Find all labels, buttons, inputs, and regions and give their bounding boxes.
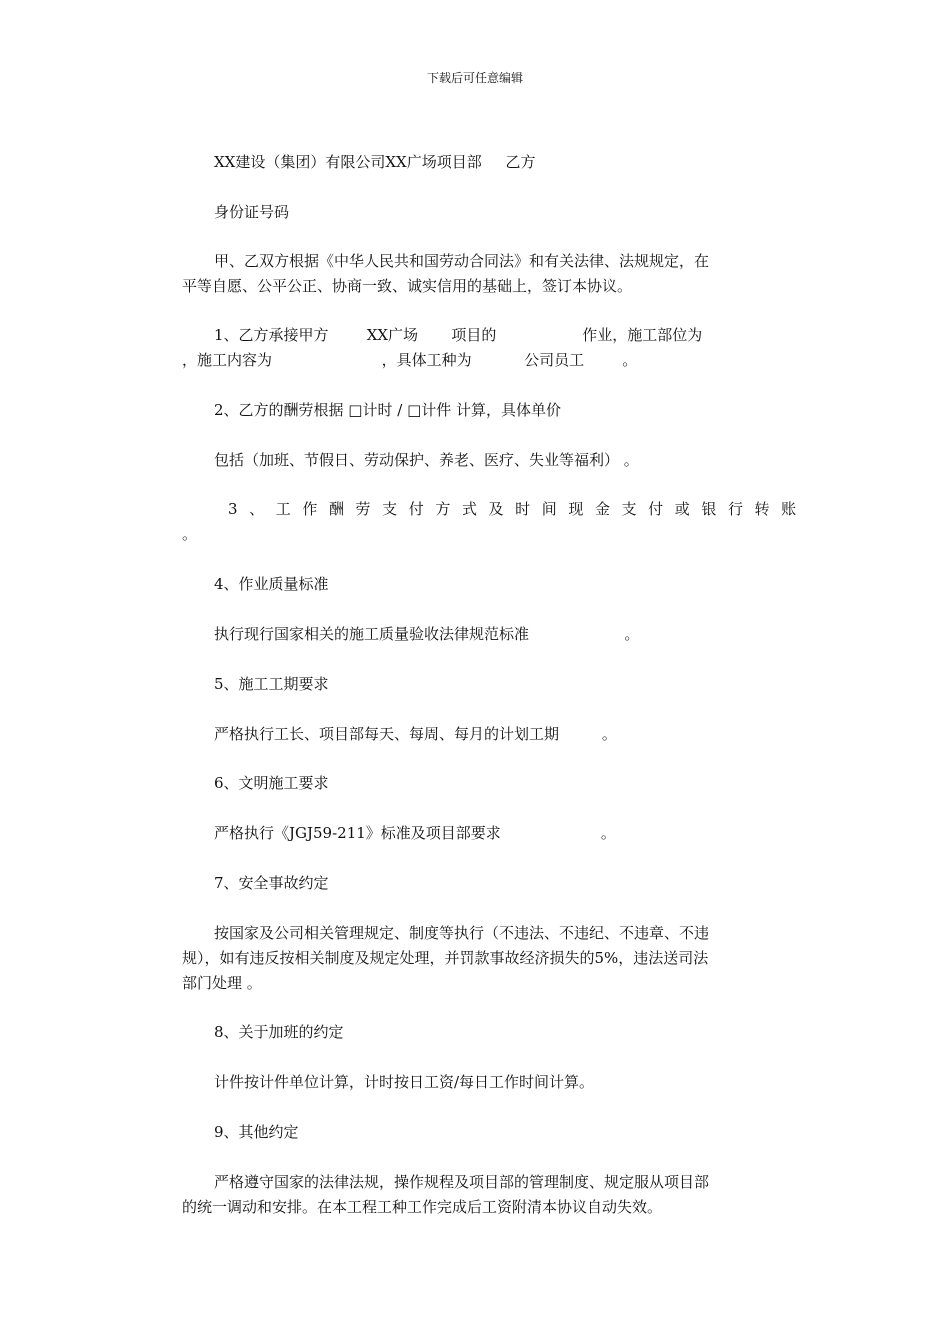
- clause-2-line: 2、乙方的酬劳根据 □计时 / □计件 计算，具体单价: [214, 401, 562, 419]
- clause-1-line-2: ，施工内容为 ，具体工种为 公司员工 。: [182, 351, 638, 369]
- clause-7-body-line-2: 规），如有违反按相关制度及规定处理，并罚款事故经济损失的5%，违法送司法: [182, 949, 709, 967]
- clause-7-body-line-3: 部门处理 。: [182, 974, 262, 992]
- clause-4-title: 4、作业质量标准: [214, 575, 329, 593]
- clause-3-line-1: 3、工作酬劳支付方式及时间现金支付或银行转账: [228, 500, 808, 518]
- clause-6-title: 6、文明施工要求: [214, 774, 329, 792]
- clause-9-title: 9、其他约定: [214, 1123, 299, 1141]
- clause-9-body-line-1: 严格遵守国家的法律法规，操作规程及项目部的管理制度、规定服从项目部: [214, 1173, 710, 1191]
- clause-5-title: 5、施工工期要求: [214, 675, 329, 693]
- clause-5-body: 严格执行工长、项目部每天、每周、每月的计划工期 。: [214, 725, 617, 743]
- preamble-line-1: 甲、乙双方根据《中华人民共和国劳动合同法》和有关法律、法规规定，在: [214, 252, 710, 270]
- clause-8-body: 计件按计件单位计算，计时按日工资/每日工作时间计算。: [214, 1073, 595, 1091]
- clause-9-body-line-2: 的统一调动和安排。在本工程工种工作完成后工资附清本协议自动失效。: [182, 1198, 663, 1216]
- clause-6-body: 严格执行《JGJ59-211》标准及项目部要求 。: [214, 824, 616, 842]
- preamble-line-2: 平等自愿、公平公正、协商一致、诚实信用的基础上，签订本协议。: [182, 277, 633, 295]
- page-header: 下载后可任意编辑: [426, 71, 523, 85]
- clause-7-title: 7、安全事故约定: [214, 874, 329, 892]
- clause-4-body: 执行现行国家相关的施工质量验收法律规范标准 。: [214, 625, 640, 643]
- id-number-line: 身份证号码: [214, 203, 290, 221]
- clause-2-benefits: 包括（加班、节假日、劳动保护、养老、医疗、失业等福利） 。: [214, 451, 639, 469]
- clause-8-title: 8、关于加班的约定: [214, 1023, 344, 1041]
- clause-7-body-line-1: 按国家及公司相关管理规定、制度等执行（不违法、不违纪、不违章、不违: [214, 924, 710, 942]
- clause-3-line-2: 。: [182, 525, 198, 543]
- clause-1-line-1: 1、乙方承接甲方 XX广场 项目的 作业，施工部位为: [214, 326, 703, 344]
- party-b-line: XX建设（集团）有限公司XX广场项目部 乙方: [214, 153, 536, 171]
